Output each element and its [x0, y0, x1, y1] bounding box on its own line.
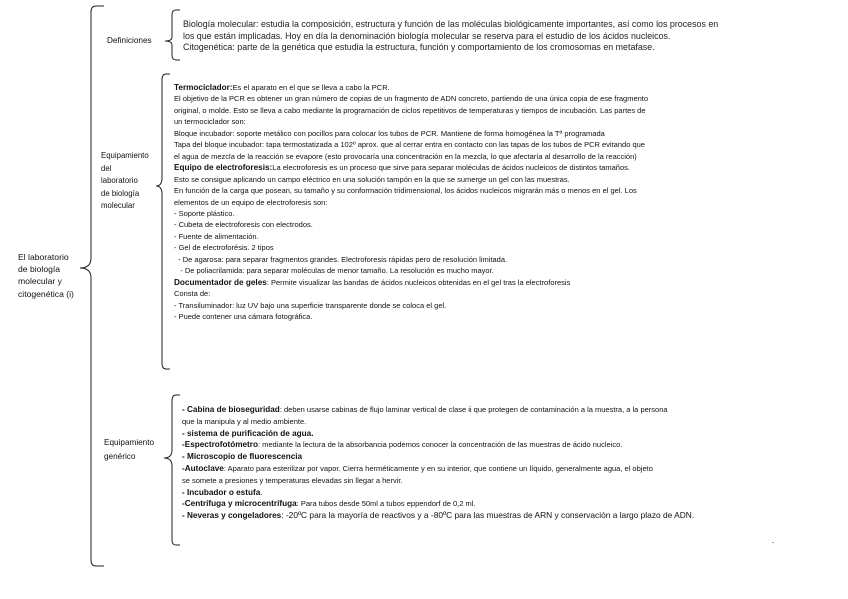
root-line: de biología	[18, 264, 61, 275]
generic-item	[182, 463, 832, 475]
generic-item-text: .	[260, 487, 263, 497]
generic-item-text: se somete a presiones y temperaturas elevadas sin llegar a hervir.	[182, 475, 403, 485]
termociclador-line: original, o molde. Esto se lleva a cabo mediante la programación de ciclos repetitivos de temperaturas y tiempos de incubación. Las partes de	[174, 105, 646, 115]
documentador-line: - Transiluminador: luz UV bajo una superficie transparente donde se coloca el gel.	[174, 300, 447, 310]
generic-item-last	[182, 510, 832, 522]
termociclador-title: Termociclador:	[174, 83, 233, 92]
electroforesis-text: La electroforesis es un proceso que sirve para separar moléculas de ácidos nucleicos de distintos tamaños.	[272, 163, 630, 173]
equipamiento-bm-label-line: laboratorio	[101, 176, 138, 186]
root-line: El laboratorio	[18, 252, 69, 262]
equipamiento-gen-label-line: Equipamiento	[104, 438, 155, 447]
definiciones-brace	[165, 10, 180, 60]
termociclador-text: Es el aparato en el que se lleva a cabo la PCR.	[232, 83, 390, 92]
generic-item-title: - Neveras y congeladores	[182, 511, 282, 521]
generic-item-title: -Autoclave	[182, 463, 224, 473]
definicion-line: Citogenética: parte de la genética que estudia la estructura, función y comportamiento de los cromosomas en metafase.	[183, 42, 655, 52]
generic-item-text: : mediante la lectura de la absorbancia podemos conocer la concentración de las muestras de ácido nucleico.	[257, 440, 623, 450]
generic-item-text: : Aparato para esterilizar por vapor. Cierra herméticamente y en su interior, que contiene un líquido, generalmente agua, el objeto	[223, 463, 653, 473]
electroforesis-title: Equipo de electroforesis:	[174, 163, 273, 173]
generic-item	[182, 498, 832, 510]
definicion-line: los que están implicadas. Hoy en día la denominación biología molecular se reserva para el estudio de los ácidos nucleicos.	[183, 30, 671, 41]
documentador-line: - Puede contener una cámara fotográfica.	[174, 312, 313, 322]
documentador-text: : Permite visualizar las bandas de ácidos nucleicos obtenidas en el gel tras la electroforesis	[266, 277, 571, 287]
generic-item-title: - Cabina de bioseguridad	[182, 405, 280, 414]
definiciones-text	[183, 19, 833, 54]
electroforesis-line: - Soporte plástico.	[174, 208, 235, 218]
termociclador-line: un termociclador son:	[174, 117, 246, 127]
equipamiento-bm-label-line: Equipamiento	[101, 151, 149, 160]
electroforesis-line: - De agarosa: para separar fragmentos grandes. Electroforesis rápidas pero de resolución limitada.	[174, 254, 508, 264]
root-topic	[18, 251, 74, 300]
generic-item-text: : deben usarse cabinas de flujo laminar vertical de clase ii que protegen de contaminación a la muestra, a la persona	[279, 405, 668, 414]
generic-item	[182, 451, 832, 463]
generic-item	[182, 404, 832, 416]
root-line: citogenética (i)	[18, 288, 74, 299]
electroforesis-line: elementos de un equipo de electroforesis son:	[174, 197, 328, 207]
equipamiento-gen-brace	[164, 395, 180, 545]
equipamiento-bm-label	[101, 150, 149, 213]
generic-item-text: : -20ºC para la mayoría de reactivos y a -80ºC para las muestras de ARN y conservación a largo plazo de ADN.	[281, 510, 695, 521]
electroforesis-line: - Gel de electroforésis. 2 tipos	[174, 243, 274, 253]
equipamiento-bm-label-line: del	[101, 163, 112, 173]
generic-item-title: -Espectrofotómetro	[182, 440, 258, 450]
generic-item-title: - Microscopio de fluorescencia	[182, 452, 303, 462]
equipamiento-gen-content	[182, 404, 832, 522]
root-brace	[80, 6, 104, 566]
stray-mark: -	[772, 540, 774, 546]
generic-item-text: que la manipula y al medio ambiente.	[182, 416, 307, 426]
generic-item	[182, 487, 832, 499]
generic-item-text: : Para tubos desde 50ml a tubos eppendorf de 0,2 ml.	[296, 499, 476, 509]
documentador-line: Consta de:	[174, 289, 211, 299]
termociclador-line: Tapa del bloque incubador: tapa termostatizada a 102º aprox. que al cerrar entra en contacto con las tapas de los tubos de PCR evitando que	[174, 140, 645, 150]
electroforesis-line: - Cubeta de electroforesis con electrodos.	[174, 220, 313, 230]
generic-item	[182, 416, 832, 428]
termociclador-line: el agua de mezcla de la reacción se evapore (esto provocaría una concentración en la mezcla, lo que afectaría al desarrollo de la reacción)	[174, 151, 637, 161]
documentador-title: Documentador de geles	[174, 277, 267, 287]
equipamiento-bm-content	[174, 82, 834, 323]
generic-item-title: -Centrífuga y microcentrífuga	[182, 499, 297, 509]
equipamiento-bm-label-line: molecular	[101, 201, 135, 211]
equipamiento-gen-label-line: genérico	[104, 452, 136, 461]
electroforesis-line: En función de la carga que posean, su tamaño y su conformación tridimensional, los ácidos nucleicos migrarán más o menos en el gel. Los	[174, 186, 637, 196]
electroforesis-line: - Fuente de alimentación.	[174, 231, 259, 241]
generic-item	[182, 428, 832, 440]
equipamiento-bm-label-line: de biología	[101, 188, 140, 198]
definiciones-label: Definiciones	[107, 36, 152, 45]
termociclador-heading	[174, 82, 834, 93]
equipamiento-gen-label	[104, 436, 154, 464]
generic-item-title: - Incubador o estufa	[182, 487, 261, 497]
generic-item-title: - sistema de purificación de agua.	[182, 428, 314, 438]
definicion-line: Biología molecular: estudia la composición, estructura y función de las moléculas biológicamente importantes, así como los procesos en	[183, 19, 719, 29]
root-line: molecular y	[18, 276, 62, 287]
electroforesis-line: Esto se consigue aplicando un campo eléctrico en una solución tampón en la que se sumerge un gel con las muestras.	[174, 174, 570, 184]
equipamiento-bm-brace	[156, 74, 170, 369]
electroforesis-line: - De poliacrilamida: para separar moléculas de menor tamaño. La resolución es mucho mayor.	[174, 266, 494, 276]
electroforesis-heading	[174, 162, 834, 173]
generic-item	[182, 475, 832, 487]
documentador-heading	[174, 277, 834, 288]
termociclador-line: El objetivo de la PCR es obtener un gran número de copias de un fragmento de ADN concreto, partiendo de una única copia de ese fragmento	[174, 94, 649, 104]
termociclador-line: Bloque incubador: soporte metálico con pocillos para colocar los tubos de PCR. Mantiene de forma homogénea la Tª programada	[174, 128, 605, 138]
generic-item	[182, 439, 832, 451]
